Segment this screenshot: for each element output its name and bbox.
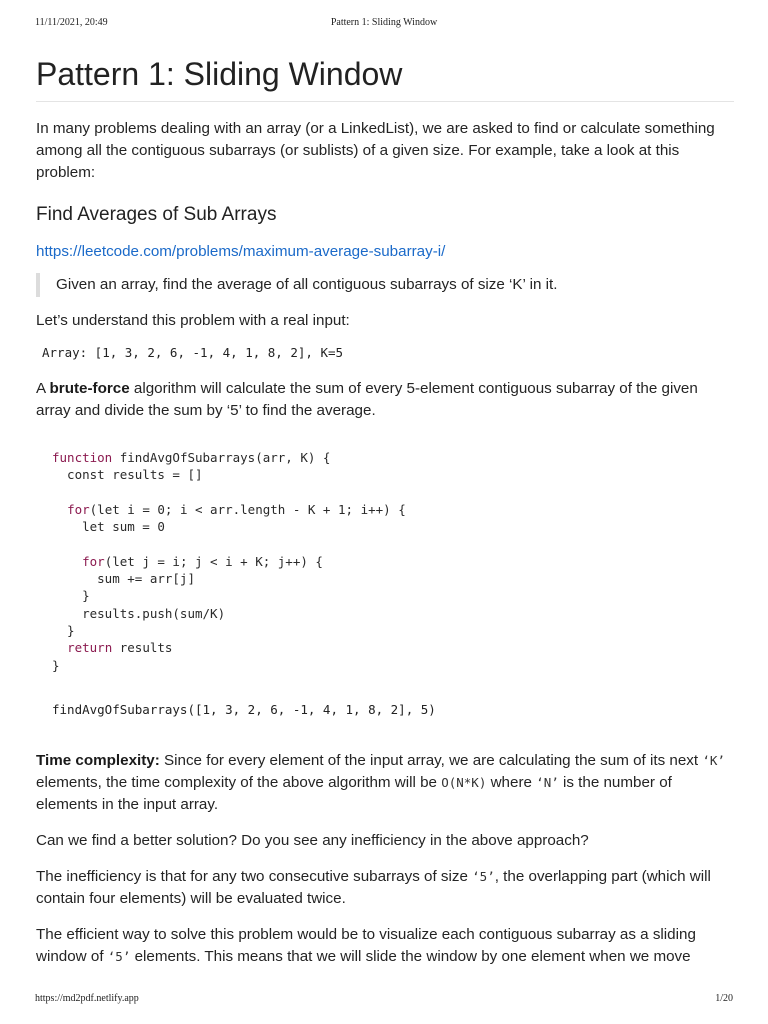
better-solution-question: Can we find a better solution? Do you see any inefficiency in the above approach? — [36, 831, 589, 849]
eff-text-2: elements. This means that we will slide the window by one element when we move — [130, 947, 691, 965]
efficient-paragraph — [36, 924, 734, 968]
code-line: } — [52, 622, 75, 638]
code-keyword: function — [52, 450, 113, 465]
page-number: 1/20 — [715, 993, 733, 1004]
time-complexity-paragraph — [36, 750, 734, 816]
eff-text-1: The efficient way to solve this problem would be to visualize each contiguous subarray as a sliding window of — [36, 925, 696, 965]
code-keyword: return — [67, 640, 113, 656]
code-line: for(let j = i; j < i + K; j++) { — [82, 553, 323, 569]
understand-paragraph: Let’s understand this problem with a real input: — [36, 312, 350, 329]
tc-text-3: where — [486, 773, 537, 791]
footer-url: https://md2pdf.netlify.app — [35, 993, 139, 1004]
array-input-line: Array: [1, 3, 2, 6, -1, 4, 1, 8, 2], K=5 — [42, 345, 344, 360]
time-complexity-label: Time complexity: — [36, 751, 160, 769]
code-line: return results — [67, 640, 173, 656]
print-header — [35, 17, 733, 31]
tc-code-n: ‘N’ — [536, 774, 559, 790]
section-heading: Find Averages of Sub Arrays — [36, 204, 277, 225]
print-date: 11/11/2021, 20:49 — [35, 17, 108, 28]
code-line: let sum = 0 — [52, 519, 165, 535]
ineff-code-5: ‘5’ — [472, 868, 495, 884]
brute-force-bold: brute-force — [49, 380, 130, 397]
intro-paragraph: In many problems dealing with an array (or a LinkedList), we are asked to find or calculate something among all the contiguous subarrays (or sublists) of a given size. For example, take a look at this problem: — [36, 120, 715, 181]
inefficiency-paragraph — [36, 866, 734, 910]
tc-code-k: ‘K’ — [702, 752, 725, 768]
code-line: } — [52, 588, 90, 604]
tc-text-2: elements, the time complexity of the above algorithm will be — [36, 773, 442, 791]
code-line: results.push(sum/K) — [52, 605, 226, 621]
code-block — [36, 449, 734, 674]
code-keyword: for — [67, 501, 90, 517]
brute-prefix: A — [36, 380, 50, 397]
brute-suffix: algorithm will calculate the sum of every 5-element contiguous subarray of the given array and divide the sum by ‘5’ to find the average. — [36, 380, 698, 419]
ineff-text-1: The inefficiency is that for any two consecutive subarrays of size — [36, 867, 473, 885]
tc-text-1: Since for every element of the input array, we are calculating the sum of its next — [159, 751, 703, 769]
problem-link[interactable]: https://leetcode.com/problems/maximum-average-subarray-i/ — [36, 243, 446, 260]
tc-code-onk: O(N*K) — [441, 774, 487, 790]
problem-quote: Given an array, find the average of all contiguous subarrays of size ‘K’ in it. — [36, 273, 734, 297]
print-footer — [35, 993, 733, 1007]
code-line: for(let i = 0; i < arr.length - K + 1; i++) { — [67, 501, 406, 517]
ineff-text-2: , the overlapping part (which will contain four elements) will be evaluated twice. — [36, 867, 711, 907]
code-keyword: for — [82, 553, 105, 569]
function-call-line: findAvgOfSubarrays([1, 3, 2, 6, -1, 4, 1, 8, 2], 5) — [52, 701, 436, 717]
code-line: } — [52, 657, 60, 673]
print-title: Pattern 1: Sliding Window — [330, 17, 438, 28]
code-line: const results = [] — [52, 467, 203, 483]
brute-force-paragraph — [36, 378, 734, 422]
document-body — [36, 52, 734, 968]
eff-code-5: ‘5’ — [107, 948, 131, 964]
title-divider — [36, 101, 734, 102]
code-line: function findAvgOfSubarrays(arr, K) { — [52, 450, 331, 465]
tc-text-4: is the number of elements in the input array. — [36, 773, 672, 813]
code-line: sum += arr[j] — [52, 571, 195, 587]
page-title: Pattern 1: Sliding Window — [36, 56, 403, 92]
